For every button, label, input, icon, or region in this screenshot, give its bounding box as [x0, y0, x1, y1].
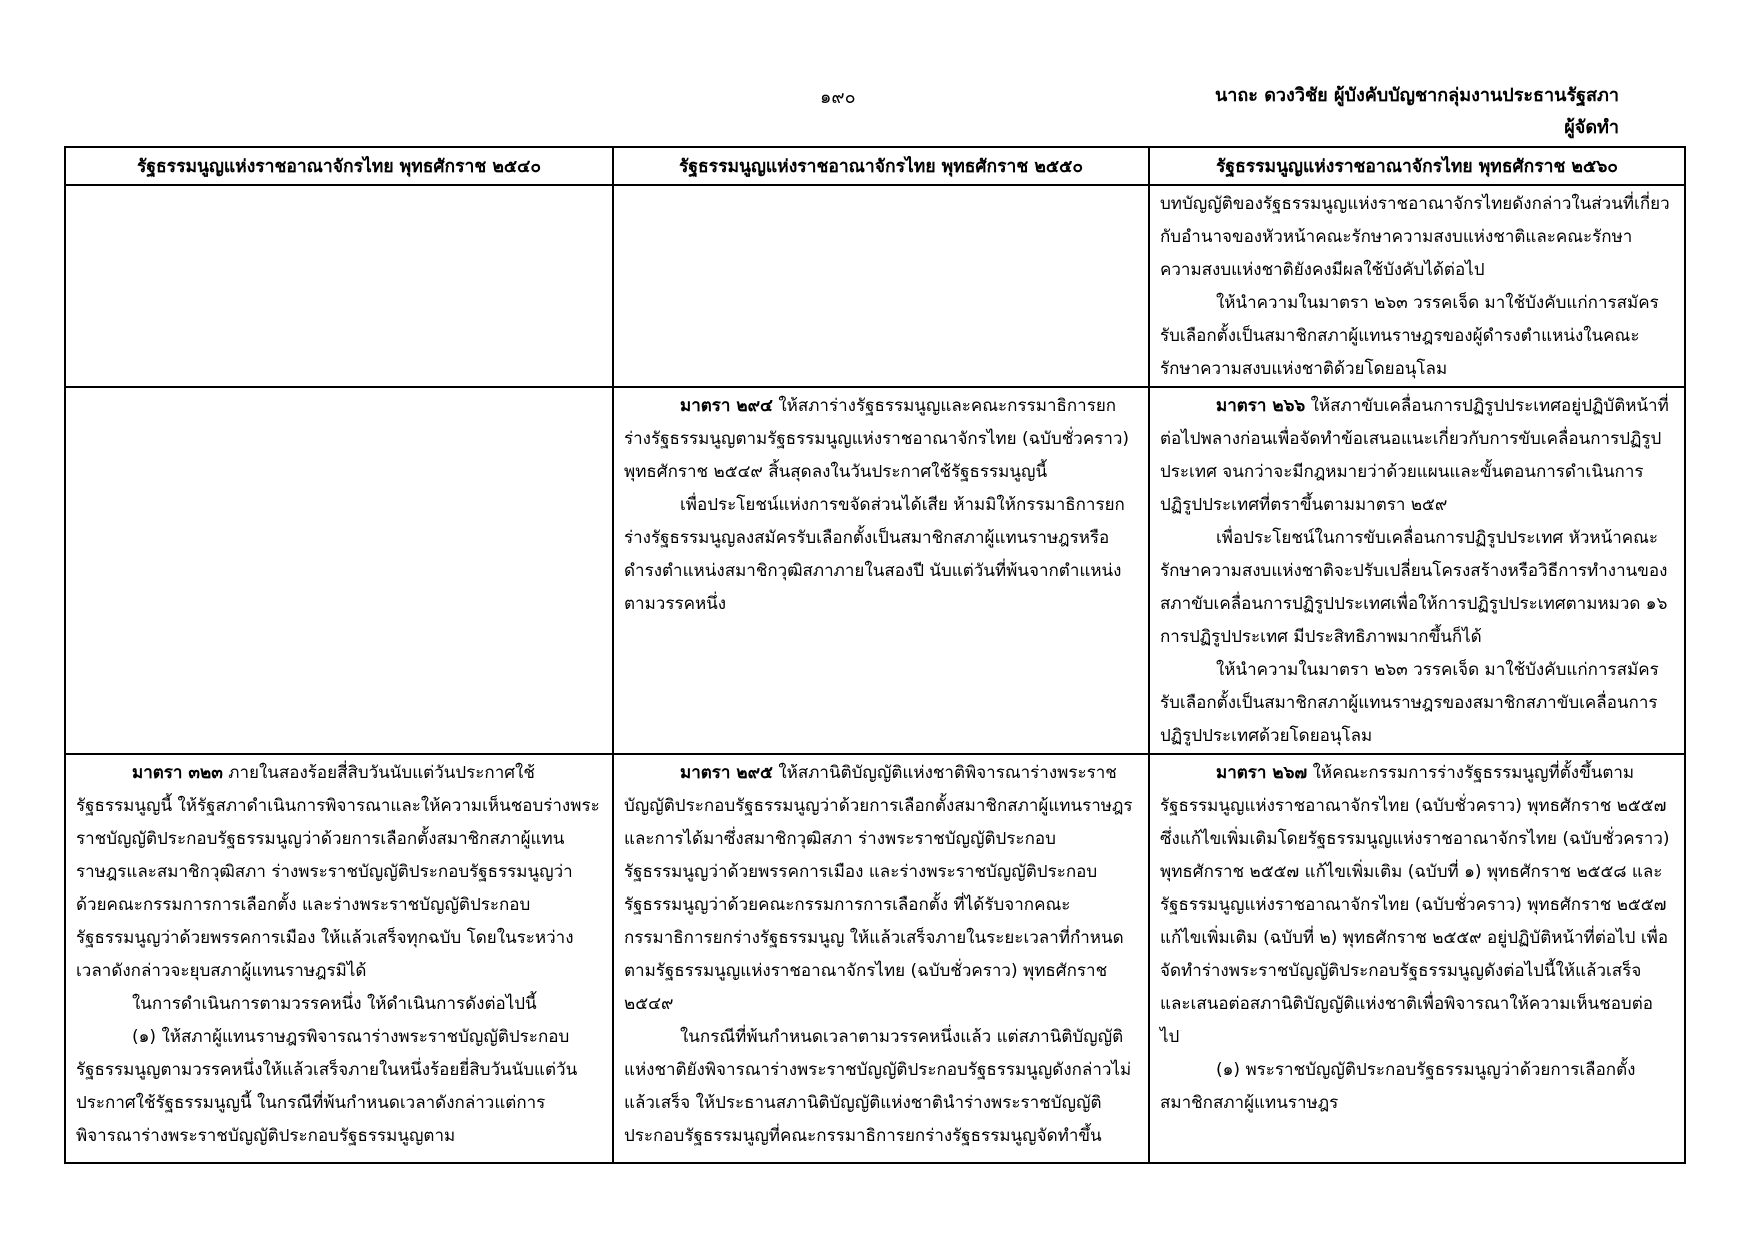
cell-paragraph	[1160, 1054, 1672, 1120]
cell-paragraph	[1160, 757, 1672, 1054]
cell-paragraph	[624, 390, 1136, 489]
cell-paragraph	[1160, 390, 1672, 522]
section-number: มาตรา ๒๙๔	[680, 396, 773, 416]
table-row	[65, 754, 1685, 1163]
paragraph-text: ในการดำเนินการตามวรรคหนึ่ง ให้ดำเนินการดังต่อไปนี้	[132, 994, 537, 1014]
paragraph-text: ให้สภาร่างรัฐธรรมนูญและคณะกรรมาธิการยกร่างรัฐธรรมนูญตามรัฐธรรมนูญแห่งราชอาณาจักรไทย (ฉบับชั่วคราว) พุทธศักราช ๒๕๔๙ สิ้นสุดลงในวันประกาศใช้รัฐธรรมนูญนี้	[624, 396, 1130, 482]
paragraph-text: ให้คณะกรรมการร่างรัฐธรรมนูญที่ตั้งขึ้นตามรัฐธรรมนูญแห่งราชอาณาจักรไทย (ฉบับชั่วคราว) พุทธศักราช ๒๕๕๗ ซึ่งแก้ไขเพิ่มเติมโดยรัฐธรรมนูญแห่งราชอาณาจักรไทย (ฉบับชั่วคราว) พุทธศักราช ๒๕๕๗ แก้ไขเพิ่มเติม (ฉบับที่ ๑) พุทธศักราช ๒๕๕๘ และรัฐธรรมนูญแห่งราชอาณาจักรไทย (ฉบับชั่วคราว) พุทธศักราช ๒๕๕๗ แก้ไขเพิ่มเติม (ฉบับที่ ๒) พุทธศักราช ๒๕๕๙ อยู่ปฏิบัติหน้าที่ต่อไป เพื่อจัดทำร่างพระราชบัญญัติประกอบรัฐธรรมนูญดังต่อไปนี้ให้แล้วเสร็จ และเสนอต่อสภานิติบัญญัติแห่งชาติเพื่อพิจารณาให้ความเห็นชอบต่อไป	[1160, 763, 1670, 1047]
paragraph-text: ภายในสองร้อยสี่สิบวันนับแต่วันประกาศใช้รัฐธรรมนูญนี้ ให้รัฐสภาดำเนินการพิจารณาและให้ความเห็นชอบร่างพระราชบัญญัติประกอบรัฐธรรมนูญว่าด้วยการเลือกตั้งสมาชิกสภาผู้แทนราษฎรและสมาชิกวุฒิสภา ร่างพระราชบัญญัติประกอบรัฐธรรมนูญว่าด้วยคณะกรรมการการเลือกตั้ง และร่างพระราชบัญญัติประกอบรัฐธรรมนูญว่าด้วยพรรคการเมือง ให้แล้วเสร็จทุกฉบับ โดยในระหว่างเวลาดังกล่าวจะยุบสภาผู้แทนราษฎรมิได้	[76, 763, 600, 981]
section-number: มาตรา ๒๖๗	[1216, 763, 1308, 783]
paragraph-text: เพื่อประโยชน์ในการขับเคลื่อนการปฏิรูปประเทศ หัวหน้าคณะรักษาความสงบแห่งชาติจะปรับเปลี่ยนโครงสร้างหรือวิธีการทำงานของสภาขับเคลื่อนการปฏิรูปประเทศเพื่อให้การปฏิรูปประเทศตามหมวด ๑๖ การปฏิรูปประเทศ มีประสิทธิภาพมากขึ้นก็ได้	[1160, 528, 1668, 647]
cell-2560	[1149, 387, 1685, 754]
cell-paragraph	[76, 988, 600, 1021]
header-constitution-2540: รัฐธรรมนูญแห่งราชอาณาจักรไทย พุทธศักราช ๒๕๔๐	[65, 147, 613, 185]
table-row	[65, 387, 1685, 754]
cell-paragraph	[624, 757, 1136, 1021]
author-name-title: นาถะ ดวงวิชัย ผู้บังคับบัญชากลุ่มงานประธานรัฐสภา	[1215, 85, 1619, 106]
header-constitution-2560: รัฐธรรมนูญแห่งราชอาณาจักรไทย พุทธศักราช ๒๕๖๐	[1149, 147, 1685, 185]
paragraph-text: (๑) พระราชบัญญัติประกอบรัฐธรรมนูญว่าด้วยการเลือกตั้งสมาชิกสภาผู้แทนราษฎร	[1160, 1060, 1636, 1113]
page-number: ๑๙๐	[820, 87, 856, 108]
paragraph-text: ให้นำความในมาตรา ๒๖๓ วรรคเจ็ด มาใช้บังคับแก่การสมัครรับเลือกตั้งเป็นสมาชิกสภาผู้แทนราษฎรของสมาชิกสภาขับเคลื่อนการปฏิรูปประเทศด้วยโดยอนุโลม	[1160, 660, 1659, 746]
table-header-row	[65, 147, 1685, 185]
author-block	[1215, 80, 1619, 144]
paragraph-text: ให้สภาขับเคลื่อนการปฏิรูปประเทศอยู่ปฏิบัติหน้าที่ต่อไปพลางก่อนเพื่อจัดทำข้อเสนอแนะเกี่ยวกับการขับเคลื่อนการปฏิรูปประเทศ จนกว่าจะมีกฎหมายว่าด้วยแผนและขั้นตอนการดำเนินการปฏิรูปประเทศที่ตราขึ้นตามมาตรา ๒๕๙	[1160, 396, 1669, 515]
cell-paragraph	[76, 757, 600, 988]
cell-paragraph	[1160, 522, 1672, 654]
section-number: มาตรา ๒๖๖	[1216, 396, 1306, 416]
paragraph-text: บทบัญญัติของรัฐธรรมนูญแห่งราชอาณาจักรไทยดังกล่าวในส่วนที่เกี่ยวกับอำนาจของหัวหน้าคณะรักษาความสงบแห่งชาติและคณะรักษาความสงบแห่งชาติยังคงมีผลใช้บังคับได้ต่อไป	[1160, 194, 1670, 280]
cell-2540	[65, 754, 613, 1163]
comparison-table	[64, 146, 1686, 1164]
header-constitution-2550: รัฐธรรมนูญแห่งราชอาณาจักรไทย พุทธศักราช ๒๕๕๐	[613, 147, 1149, 185]
cell-2560	[1149, 754, 1685, 1163]
cell-2550	[613, 185, 1149, 387]
section-number: มาตรา ๒๙๕	[680, 763, 773, 783]
cell-2540	[65, 185, 613, 387]
author-role: ผู้จัดทำ	[1564, 117, 1619, 138]
paragraph-text: (๑) ให้สภาผู้แทนราษฎรพิจารณาร่างพระราชบัญญัติประกอบรัฐธรรมนูญตามวรรคหนึ่งให้แล้วเสร็จภายในหนึ่งร้อยยี่สิบวันนับแต่วันประกาศใช้รัฐธรรมนูญนี้ ในกรณีที่พ้นกำหนดเวลาดังกล่าวแต่การพิจารณาร่างพระราชบัญญัติประกอบรัฐธรรมนูญตาม	[76, 1027, 578, 1146]
paragraph-text: ให้นำความในมาตรา ๒๖๓ วรรคเจ็ด มาใช้บังคับแก่การสมัครรับเลือกตั้งเป็นสมาชิกสภาผู้แทนราษฎรของผู้ดำรงตำแหน่งในคณะรักษาความสงบแห่งชาติด้วยโดยอนุโลม	[1160, 293, 1659, 379]
cell-2540	[65, 387, 613, 754]
cell-paragraph	[1160, 654, 1672, 753]
cell-2550	[613, 754, 1149, 1163]
cell-2560	[1149, 185, 1685, 387]
paragraph-text: เพื่อประโยชน์แห่งการขจัดส่วนได้เสีย ห้ามมิให้กรรมาธิการยกร่างรัฐธรรมนูญลงสมัครรับเลือกตั้งเป็นสมาชิกสภาผู้แทนราษฎรหรือดำรงตำแหน่งสมาชิกวุฒิสภาภายในสองปี นับแต่วันที่พ้นจากตำแหน่งตามวรรคหนึ่ง	[624, 495, 1125, 614]
paragraph-text: ให้สภานิติบัญญัติแห่งชาติพิจารณาร่างพระราชบัญญัติประกอบรัฐธรรมนูญว่าด้วยการเลือกตั้งสมาชิกสภาผู้แทนราษฎรและการได้มาซึ่งสมาชิกวุฒิสภา ร่างพระราชบัญญัติประกอบรัฐธรรมนูญว่าด้วยพรรคการเมือง และร่างพระราชบัญญัติประกอบรัฐธรรมนูญว่าด้วยคณะกรรมการการเลือกตั้ง ที่ได้รับจากคณะกรรมาธิการยกร่างรัฐธรรมนูญ ให้แล้วเสร็จภายในระยะเวลาที่กำหนดตามรัฐธรรมนูญแห่งราชอาณาจักรไทย (ฉบับชั่วคราว) พุทธศักราช ๒๕๔๙	[624, 763, 1133, 1014]
cell-paragraph	[1160, 188, 1672, 287]
cell-paragraph	[76, 1021, 600, 1153]
section-number: มาตรา ๓๒๓	[132, 763, 223, 783]
cell-2550	[613, 387, 1149, 754]
cell-paragraph	[624, 489, 1136, 621]
cell-paragraph	[624, 1021, 1136, 1153]
cell-paragraph	[1160, 287, 1672, 386]
table-row	[65, 185, 1685, 387]
paragraph-text: ในกรณีที่พ้นกำหนดเวลาตามวรรคหนึ่งแล้ว แต่สภานิติบัญญัติแห่งชาติยังพิจารณาร่างพระราชบัญญัติประกอบรัฐธรรมนูญดังกล่าวไม่แล้วเสร็จ ให้ประธานสภานิติบัญญัติแห่งชาตินำร่างพระราชบัญญัติประกอบรัฐธรรมนูญที่คณะกรรมาธิการยกร่างรัฐธรรมนูญจัดทำขึ้น	[624, 1027, 1132, 1146]
